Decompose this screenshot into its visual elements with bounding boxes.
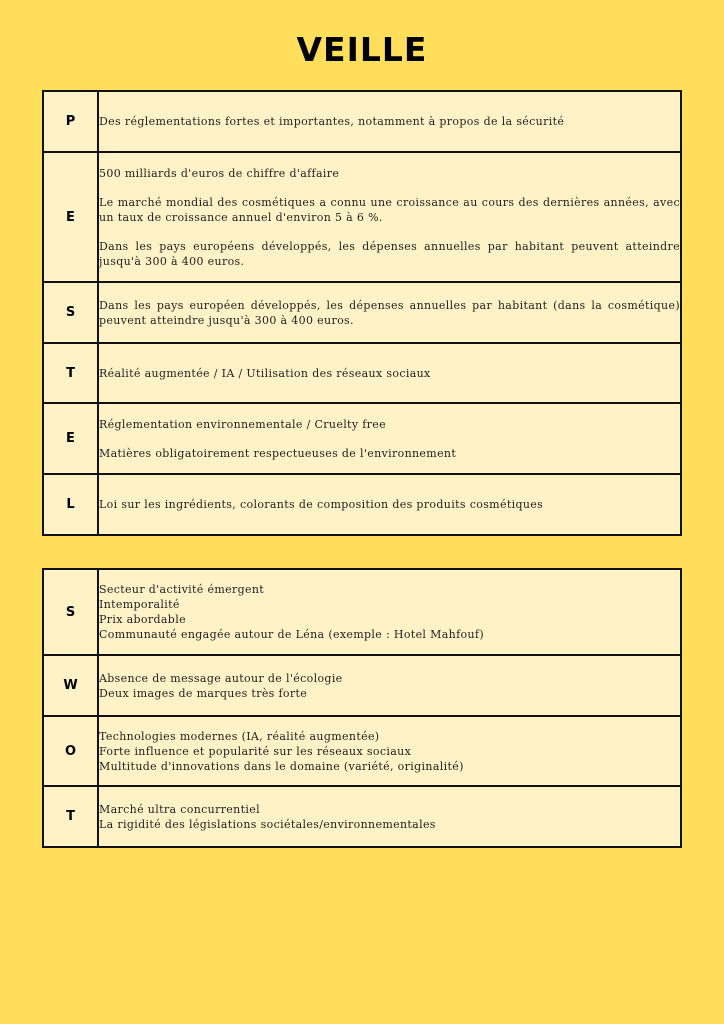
swot-line: Technologies modernes (IA, réalité augmentée): [99, 729, 380, 743]
pestel-text: Des réglementations fortes et importantes, notamment à propos de la sécurité: [99, 115, 565, 128]
pestel-letter: E: [43, 152, 98, 282]
pestel-letter: P: [43, 91, 98, 152]
pestel-row-environmental: [43, 403, 681, 474]
pestel-text: Dans les pays européens développés, les dépenses annuelles par habitant peuvent atteindre jusqu'à 300 à 400 euros.: [99, 239, 680, 268]
pestel-row-technological: [43, 343, 681, 403]
pestel-text: 500 milliards d'euros de chiffre d'affaire: [99, 166, 340, 180]
page-title: VEILLE: [296, 30, 428, 69]
pestel-row-political: [43, 91, 681, 152]
pestel-cell: [98, 474, 681, 535]
pestel-text: Réalité augmentée / IA / Utilisation des réseaux sociaux: [99, 366, 431, 380]
swot-line: Deux images de marques très forte: [99, 686, 308, 700]
swot-letter: T: [43, 786, 98, 847]
pestel-letter: L: [43, 474, 98, 535]
swot-line: Absence de message autour de l'écologie: [99, 671, 343, 685]
pestel-cell: [98, 282, 681, 343]
pestel-letter: T: [43, 343, 98, 403]
swot-line: Multitude d'innovations dans le domaine (variété, originalité): [99, 759, 464, 773]
pestel-row-social: [43, 282, 681, 343]
swot-row-strengths: [43, 569, 681, 655]
swot-letter: S: [43, 569, 98, 655]
swot-line: Secteur d'activité émergent: [99, 583, 265, 596]
swot-row-threats: [43, 786, 681, 847]
pestel-cell: [98, 403, 681, 474]
swot-letter: W: [43, 655, 98, 716]
swot-cell: [98, 716, 681, 786]
swot-line: La rigidité des législations sociétales/environnementales: [99, 817, 436, 831]
pestel-cell: [98, 343, 681, 403]
swot-row-weaknesses: [43, 655, 681, 716]
pestel-text: Dans les pays européen développés, les dépenses annuelles par habitant (dans la cosmétique) peuvent atteindre jusqu'à 300 à 400 euros.: [99, 298, 680, 327]
swot-line: Communauté engagée autour de Léna (exemple : Hotel Mahfouf): [99, 628, 484, 641]
pestel-row-economic: [43, 152, 681, 282]
pestel-text: Le marché mondial des cosmétiques a connu une croissance au cours des dernières années, avec un taux de croissance annuel d'environ 5 à 6 %.: [99, 195, 680, 224]
pestel-letter: S: [43, 282, 98, 343]
pestel-table: [42, 90, 682, 536]
pestel-row-legal: [43, 474, 681, 535]
swot-cell: [98, 655, 681, 716]
swot-line: Marché ultra concurrentiel: [99, 802, 260, 816]
pestel-cell: [98, 91, 681, 152]
pestel-text: Réglementation environnementale / Cruelty free: [99, 417, 386, 431]
pestel-text: Loi sur les ingrédients, colorants de composition des produits cosmétiques: [99, 498, 544, 511]
swot-line: Intemporalité: [99, 598, 180, 611]
swot-row-opportunities: [43, 716, 681, 786]
pestel-text: Matières obligatoirement respectueuses de l'environnement: [99, 446, 457, 460]
swot-line: Prix abordable: [99, 613, 186, 626]
swot-cell: [98, 569, 681, 655]
swot-table: [42, 568, 682, 848]
swot-cell: [98, 786, 681, 847]
swot-letter: O: [43, 716, 98, 786]
pestel-letter: E: [43, 403, 98, 474]
pestel-cell: [98, 152, 681, 282]
swot-line: Forte influence et popularité sur les réseaux sociaux: [99, 744, 412, 758]
